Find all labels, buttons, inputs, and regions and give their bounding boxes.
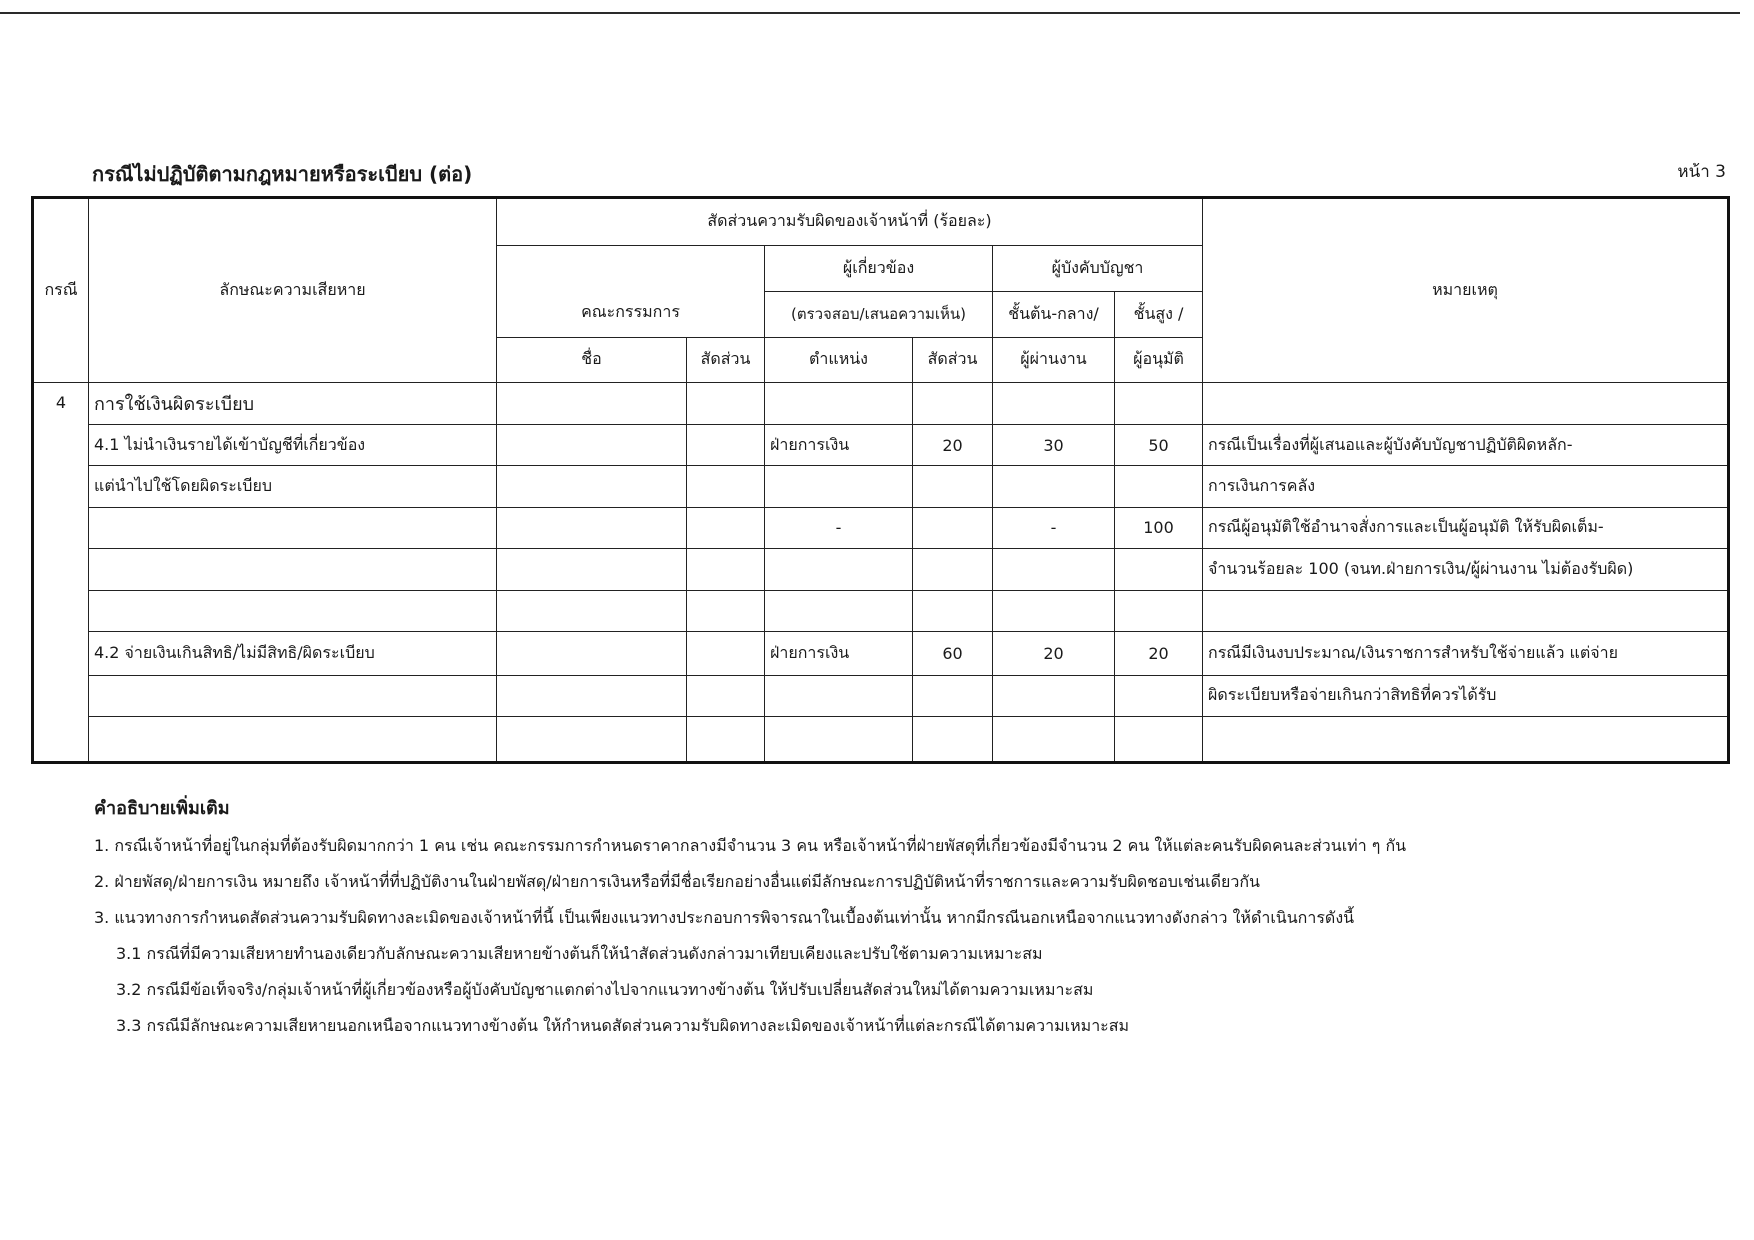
table-row [33, 632, 1729, 676]
col-header-involved: ผู้เกี่ยวข้อง [765, 245, 993, 291]
row-item [89, 549, 497, 590]
row-position [765, 590, 913, 631]
col-header-involved-sub: (ตรวจสอบ/เสนอความเห็น) [765, 291, 993, 337]
col-header-case: กรณี [33, 198, 89, 383]
note-subitem: 3.3 กรณีมีลักษณะความเสียหายนอกเหนือจากแนวทางข้างต้น ให้กำหนดสัดส่วนความรับผิดทางละเมิดของเจ้าหน้าที่แต่ละกรณีได้ตามความเหมาะสม [116, 1016, 1130, 1035]
row-item: 4.1 ไม่นำเงินรายได้เข้าบัญชีที่เกี่ยวข้อง [89, 424, 497, 465]
col-header-supervisor-high-2: ผู้อนุมัติ [1115, 337, 1203, 383]
row-supervisor-high [1115, 466, 1203, 507]
row-position: - [765, 507, 913, 548]
row-item [89, 717, 497, 763]
col-header-involved-position: ตำแหน่ง [765, 337, 913, 383]
row-supervisor-low [993, 590, 1115, 631]
col-header-responsibility: สัดส่วนความรับผิดของเจ้าหน้าที่ (ร้อยละ) [497, 198, 1203, 246]
note-subitem: 3.2 กรณีมีข้อเท็จจริง/กลุ่มเจ้าหน้าที่ผู้เกี่ยวข้องหรือผู้บังคับบัญชาแตกต่างไปจากแนวทางข้างต้น ให้ปรับเปลี่ยนสัดส่วนใหม่ได้ตามความเหมาะสม [116, 980, 1094, 999]
row-supervisor-high [1115, 590, 1203, 631]
row-ratio: 60 [913, 632, 993, 676]
row-supervisor-high [1115, 549, 1203, 590]
table-row [33, 424, 1729, 465]
row-supervisor-low [993, 466, 1115, 507]
row-supervisor-low [993, 549, 1115, 590]
row-position [765, 675, 913, 716]
row-remark: ผิดระเบียบหรือจ่ายเกินกว่าสิทธิที่ควรได้รับ [1203, 675, 1729, 716]
row-position [765, 466, 913, 507]
col-header-committee-ratio: สัดส่วน [687, 337, 765, 383]
row-supervisor-high: 100 [1115, 507, 1203, 548]
section-row [33, 383, 1729, 424]
page-number: หน้า 3 [1677, 162, 1726, 182]
row-supervisor-low: 20 [993, 632, 1115, 676]
row-ratio: 20 [913, 424, 993, 465]
col-header-committee-name: ชื่อ [497, 337, 687, 383]
row-ratio [913, 507, 993, 548]
row-item: 4.2 จ่ายเงินเกินสิทธิ/ไม่มีสิทธิ/ผิดระเบียบ [89, 632, 497, 676]
row-item [89, 507, 497, 548]
row-supervisor-high [1115, 675, 1203, 716]
header-row-1 [33, 198, 1729, 246]
notes-heading: คำอธิบายเพิ่มเติม [94, 798, 230, 819]
row-item [89, 675, 497, 716]
row-ratio [913, 549, 993, 590]
table-row [33, 549, 1729, 590]
col-header-damage-type: ลักษณะความเสียหาย [89, 198, 497, 383]
row-remark: กรณีเป็นเรื่องที่ผู้เสนอและผู้บังคับบัญชาปฏิบัติผิดหลัก- [1203, 424, 1729, 465]
table-row [33, 675, 1729, 716]
col-header-committee: คณะกรรมการ [497, 245, 765, 337]
col-header-supervisor-low-1: ชั้นต้น-กลาง/ [993, 291, 1115, 337]
row-ratio [913, 590, 993, 631]
row-supervisor-low [993, 675, 1115, 716]
responsibility-table [31, 196, 1730, 764]
row-ratio [913, 675, 993, 716]
col-header-remarks: หมายเหตุ [1203, 198, 1729, 383]
row-position: ฝ่ายการเงิน [765, 632, 913, 676]
col-header-supervisor: ผู้บังคับบัญชา [993, 245, 1203, 291]
row-remark: การเงินการคลัง [1203, 466, 1729, 507]
row-remark: กรณีมีเงินงบประมาณ/เงินราชการสำหรับใช้จ่ายแล้ว แต่จ่าย [1203, 632, 1729, 676]
row-remark [1203, 590, 1729, 631]
note-item: 3. แนวทางการกำหนดสัดส่วนความรับผิดทางละเมิดของเจ้าหน้าที่นี้ เป็นเพียงแนวทางประกอบการพิจารณาในเบื้องต้นเท่านั้น หากมีกรณีนอกเหนือจากแนวทางดังกล่าว ให้ดำเนินการดังนี้ [94, 908, 1355, 927]
row-remark: กรณีผู้อนุมัติใช้อำนาจสั่งการและเป็นผู้อนุมัติ ให้รับผิดเต็ม- [1203, 507, 1729, 548]
row-supervisor-low: 30 [993, 424, 1115, 465]
row-supervisor-low: - [993, 507, 1115, 548]
col-header-supervisor-high-1: ชั้นสูง / [1115, 291, 1203, 337]
table-row [33, 466, 1729, 507]
note-item: 2. ฝ่ายพัสดุ/ฝ่ายการเงิน หมายถึง เจ้าหน้าที่ที่ปฏิบัติงานในฝ่ายพัสดุ/ฝ่ายการเงินหรือที่มีชื่อเรียกอย่างอื่นแต่มีลักษณะการปฏิบัติหน้าที่ราชการและความรับผิดชอบเช่นเดียวกัน [94, 872, 1260, 891]
top-rule [0, 12, 1740, 14]
table-row [33, 590, 1729, 631]
col-header-supervisor-low-2: ผู้ผ่านงาน [993, 337, 1115, 383]
row-position [765, 549, 913, 590]
section-title: การใช้เงินผิดระเบียบ [89, 383, 497, 424]
row-supervisor-high: 50 [1115, 424, 1203, 465]
row-ratio [913, 717, 993, 763]
case-number: 4 [33, 383, 89, 763]
row-supervisor-high [1115, 717, 1203, 763]
row-supervisor-high: 20 [1115, 632, 1203, 676]
col-header-involved-ratio: สัดส่วน [913, 337, 993, 383]
page-title: กรณีไม่ปฏิบัติตามกฎหมายหรือระเบียบ (ต่อ) [92, 162, 473, 186]
table-row [33, 507, 1729, 548]
row-item: แต่นำไปใช้โดยผิดระเบียบ [89, 466, 497, 507]
row-supervisor-low [993, 717, 1115, 763]
notes-section [94, 800, 1714, 1054]
row-position [765, 717, 913, 763]
row-ratio [913, 466, 993, 507]
row-remark: จำนวนร้อยละ 100 (จนท.ฝ่ายการเงิน/ผู้ผ่านงาน ไม่ต้องรับผิด) [1203, 549, 1729, 590]
table-row [33, 717, 1729, 763]
row-position: ฝ่ายการเงิน [765, 424, 913, 465]
note-subitem: 3.1 กรณีที่มีความเสียหายทำนองเดียวกับลักษณะความเสียหายข้างต้นก็ให้นำสัดส่วนดังกล่าวมาเทียบเคียงและปรับใช้ตามความเหมาะสม [116, 944, 1043, 963]
row-remark [1203, 717, 1729, 763]
note-item: 1. กรณีเจ้าหน้าที่อยู่ในกลุ่มที่ต้องรับผิดมากกว่า 1 คน เช่น คณะกรรมการกำหนดราคากลางมีจำนวน 3 คน หรือเจ้าหน้าที่ฝ่ายพัสดุที่เกี่ยวข้องมีจำนวน 2 คน ให้แต่ละคนรับผิดคนละส่วนเท่า ๆ กัน [94, 836, 1407, 855]
row-item [89, 590, 497, 631]
